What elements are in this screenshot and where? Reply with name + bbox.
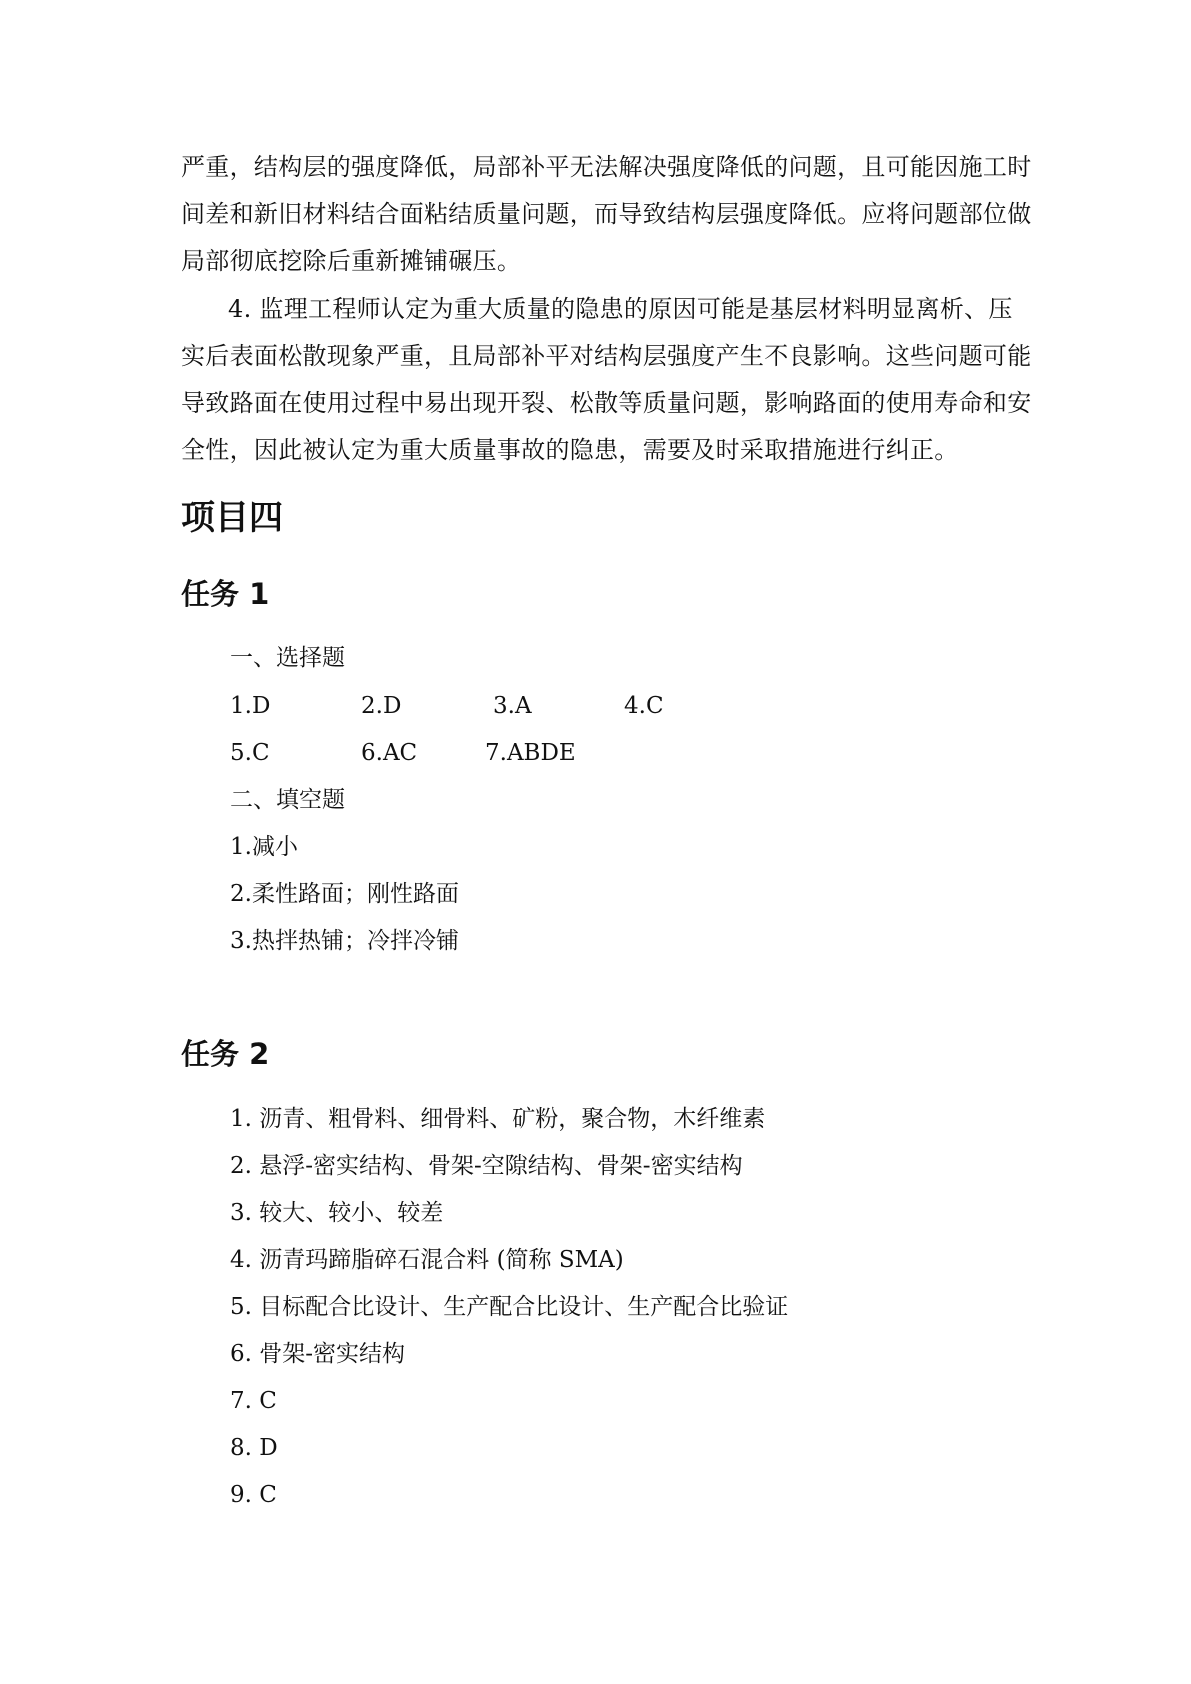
intro-paragraph (181, 144, 1032, 285)
choice-answer: 4.C (624, 693, 664, 719)
task2-answer: 5. 目标配合比设计、生产配合比设计、生产配合比验证 (230, 1294, 789, 1320)
task2-answer: 1. 沥青、粗骨料、细骨料、矿粉，聚合物，木纤维素 (230, 1106, 766, 1132)
task2-answer: 9. C (230, 1482, 277, 1508)
task2-answer: 4. 沥青玛蹄脂碎石混合料 (简称 SMA) (230, 1247, 624, 1273)
paragraph-line: 间差和新旧材料结合面粘结质量问题，而导致结构层强度降低。应将问题部位做 (181, 200, 1032, 228)
task1-section1-title: 一、选择题 (230, 645, 345, 671)
task2-answer: 7. C (230, 1388, 277, 1414)
choice-answer: 2.D (361, 693, 402, 719)
point4-paragraph (181, 286, 1032, 474)
paragraph-line: 局部彻底挖除后重新摊铺碾压。 (181, 247, 522, 275)
task2-heading: 任务 2 (181, 1037, 270, 1071)
fill-answer: 1.减小 (230, 834, 298, 860)
task2-answer: 3. 较大、较小、较差 (230, 1200, 444, 1226)
fill-answer: 3.热拌热铺；冷拌冷铺 (230, 928, 459, 954)
project-heading: 项目四 (181, 498, 283, 538)
fill-answer: 2.柔性路面；刚性路面 (230, 881, 459, 907)
task2-answer: 6. 骨架-密实结构 (230, 1341, 406, 1367)
choice-answer: 7.ABDE (485, 740, 576, 766)
paragraph-line: 4. 监理工程师认定为重大质量的隐患的原因可能是基层材料明显离析、压 (228, 295, 1013, 323)
paragraph-line: 严重，结构层的强度降低，局部补平无法解决强度降低的问题，且可能因施工时 (181, 153, 1032, 181)
paragraph-line: 全性，因此被认定为重大质量事故的隐患，需要及时采取措施进行纠正。 (181, 436, 959, 464)
choice-answer: 3.A (493, 693, 532, 719)
paragraph-line: 导致路面在使用过程中易出现开裂、松散等质量问题，影响路面的使用寿命和安 (181, 389, 1032, 417)
task2-answer: 8. D (230, 1435, 278, 1461)
task1-heading: 任务 1 (181, 577, 270, 611)
task2-answer: 2. 悬浮-密实结构、骨架-空隙结构、骨架-密实结构 (230, 1153, 743, 1179)
choice-answer: 1.D (230, 693, 271, 719)
choice-answer: 6.AC (361, 740, 418, 766)
task1-section2-title: 二、填空题 (230, 787, 345, 813)
paragraph-line: 实后表面松散现象严重，且局部补平对结构层强度产生不良影响。这些问题可能 (181, 342, 1032, 370)
choice-answer: 5.C (230, 740, 270, 766)
